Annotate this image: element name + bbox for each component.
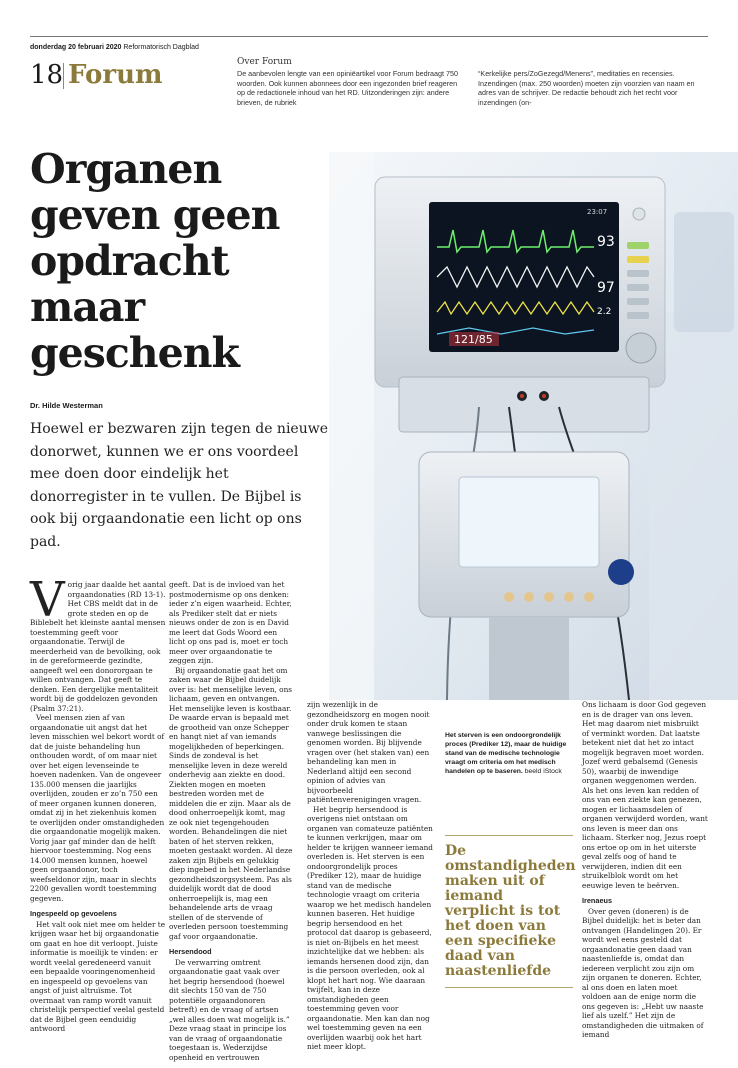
article-intro: Hoewel er bezwaren zijn tegen de nieuwe donorwet, kunnen we er ons voordeel mee doen door eindelijk het donorregister in te vullen. De Bijbel is ook bij orgaandonatie een licht op ons pad. [30,421,328,550]
drop-cap: V [30,572,65,628]
issue-date: donderdag 20 februari 2020 [30,44,122,51]
medical-monitor-illustration [329,152,738,700]
photo-caption [445,731,573,776]
col2-paragraph-2: Bij orgaandonatie gaat het om zaken waar de Bijbel duidelijk over is: het menselijke leven, ons lichaam, geven en ontvangen. Het menselijke leven is kostbaar. De waarde ervan is bepaald met de grootheid van onze Schepper en hangt niet af van iemands mogelijkheden of beperkingen. Sinds de zondeval is het menselijke leven in deze wereld onderhevig aan ziekte en dood. Ziekten mogen en moeten bestreden worden met de middelen die er zijn. Maar als de dood onherroepelijk komt, mag ze ook niet tegengehouden worden. Behandelingen die niet baten of het sterven rekken, moeten gestaakt worden. Al deze zaken zijn Bijbels en gelukkig diep ingebed in het Nederlandse gezondheidszorgsysteem. Pas als duidelijk wordt dat de dood onherroepelijk is, mag een behandelende arts de vraag stellen of de stervende of overleden persoon toestemming gaf voor orgaandonatie. [169,665,293,941]
article-author: Dr. Hilde Westerman [30,401,103,410]
monitor-readout-2: 97 [597,280,615,296]
top-rule [30,36,708,37]
over-forum-text-1: De aanbevolen lengte van een opiniëartikel voor Forum bedraagt 750 woorden. Ook kunnen abonnees door een ingezonden brief reageren op de redactionele inhoud van het RD. Uitzonderingen zijn: andere brieven, de rubriek [237,69,458,107]
caption-text: Het sterven is een ondoorgrondelijk proces (Prediker 12), maar de huidige stand van de medische technologie vraagt om criteria om het medisch handelen op te baseren. [445,732,567,775]
dateline [30,44,199,51]
over-forum-text-2: “Kerkelijke pers/ZoGezegd/Menens”, meditaties en recensies. Inzendingen (max. 250 woorden) moeten zijn voorzien van naam en adres van de schrijver. De redactie behoudt zich het recht voor inzendingen (on- [478,69,695,107]
paper-name: Reformatorisch Dagblad [123,44,199,51]
monitor-readout-1: 93 [597,234,615,250]
article-photo [329,152,738,700]
subheading-irenaeus: Irenaeus [582,896,613,905]
col4-paragraph-2: Over geven (doneren) is de Bijbel duidelijk: het is beter dan ontvangen (Handelingen 20). Er wordt wel eens gesteld dat orgaandonatie geen daad van naastenliefde is, omdat dan iedereen verplicht zou zijn om zijn organen te doneren. Echter, al ons doen en laten moet voldoen aan de enige norm die ons gegeven is: „Hebt uw naaste lief als uzelf.” Het zijn de omstandigheden die uitmaken of iemand [582,906,704,1039]
subheading-hersendood: Hersendood [169,947,212,956]
monitor-bp-readout: 121/85 [454,333,493,346]
col3-paragraph-2: Het begrip hersendood is overigens niet ontstaan om organen van comateuze patiënten te kunnen verkrijgen, maar om helder te krijgen wanneer iemand overleden is. Het sterven is een ondoorgrondelijk proces (Prediker 12), maar de huidige stand van de medische technologie vraagt om criteria waarop we het medisch handelen kunnen baseren. Het huidige begrip hersendood en het protocol dat daarop is gebaseerd, is niet on-Bijbels en het meest inzichtelijke dat we hebben: als iemands hersenen dood zijn, dan is die persoon overleden, ook al klopt het hart nog. Wie daaraan twijfelt, kan in deze omstandigheden geen toestemming geven voor orgaandonatie. Men kan dan nog wel toestemming geven na een overlijden waarbij ook het hart niet meer klopt. [307,804,433,1051]
over-forum-title: Over Forum [237,57,292,67]
subheading-gevoelens: Ingespeeld op gevoelens [30,909,117,918]
photo-credit: beeld iStock [524,768,562,775]
section-title: Forum [68,60,163,90]
col1-paragraph-2: Veel mensen zien af van orgaandonatie uit angst dat het leven misschien wel bekort wordt of dat de juiste behandeling hun onthouden wordt, of om maar niet over het eigen levenseinde te hoeven nadenken. Van de ongeveer 135.000 mensen die jaarlijks overlijden, zouden er zo’n 750 een of meer organen kunnen doneren, omdat zij in het ziekenhuis komen te overlijden onder omstandigheden die orgaandonatie mogelijk maken. Vorig jaar gaf minder dan de helft hiervoor toestemming. Nog eens 14.000 mensen kunnen, hoewel geen orgaandonor, toch weefseldonor zijn, maar in slechts 2200 gevallen wordt toestemming gegeven. [30,713,165,903]
col2-paragraph-3: De verwarring omtrent orgaandonatie gaat vaak over het begrip hersendood (hoewel dit slechts 150 van de 750 potentiële orgaandonoren betreft) en de vraag of artsen „wel alles doen wat mogelijk is.” Deze vraag staat in principe los van de vraag of orgaandonatie toegestaan is. Wederzijdse openheid en vertrouwen [169,957,290,1062]
col2-paragraph-1: geeft. Dat is de invloed van het postmodernisme op ons denken: ieder z’n eigen waarheid. Echter, als Prediker stelt dat er niets nieuws onder de zon is en David me leert dat Gods Woord een licht op ons pad is, moet er toch meer over orgaandonatie te zeggen zijn. [169,580,292,665]
page-number-divider [63,63,64,89]
monitor-readout-3: 2.2 [597,307,612,317]
page-number: 18 [30,60,64,90]
col4-paragraph-1: Ons lichaam is door God gegeven en is de drager van ons leven. Het mag daarom niet misbruikt of verminkt worden. Dat laatste betekent niet dat het zo intact mogelijk begraven moet worden. Jozef werd gebalsemd (Genesis 50), waarbij de inwendige organen weggenomen werden. Als het ons leven kan redden of ons van een ziekte kan genezen, mogen er lichaamsdelen of organen verwijderd worden, want ons leven is meer dan ons lichaam. Sterker nog, Jezus roept ons ertoe op om in het uiterste geval zelfs oog of hand te verwijderen, indien dit een struikelblok wordt om het eeuwige leven te beërven. [582,700,708,890]
article-column-4 [582,700,708,1060]
article-column-1 [30,572,166,1060]
article-column-3 [307,700,433,1060]
article-headline: Organen geven geen opdracht maar geschenk [30,145,280,377]
pull-quote: De omstandigheden maken uit of iemand verplicht is tot het doen van een specifieke daad van naastenliefde [445,835,573,988]
col1-paragraph-3: Het valt ook niet mee om helder te krijgen waar het bij orgaandonatie om gaat en hoe dit verloopt. Juiste informatie is moeilijk te vinden: er wordt veelal geredeneerd vanuit een bepaalde vooringenomenheid en ingespeeld op gevoelens van angst of juist altruïsme. Tot overmaat van ramp wordt vanuit christelijk perspectief veelal gesteld dat de Bijbel geen eenduidig antwoord [30,919,166,1033]
article-column-2 [169,580,293,1060]
monitor-time-readout: 23:07 [587,208,608,216]
col3-paragraph-1: zijn wezenlijk in de gezondheidszorg en mogen nooit onder druk komen te staan vanwege beslissingen die genomen worden. Bij blijvende vragen over (het staken van) een behandeling kan men in Nederland altijd een second opinion of advies van bijvoorbeeld patiëntenverenigingen vragen. [307,700,430,804]
col1-paragraph-1: orig jaar daalde het aantal orgaandonaties (RD 13-1). Het CBS meldt dat in de grote steden en op de Biblebelt het kleinste aantal mensen toestemming geeft voor orgaandonatie. Terwijl de meerderheid van de bevolking, ook in de gereformeerde gezindte, aangeeft wel een donororgaan te willen ontvangen. Dat geeft te denken. Een dergelijke mentaliteit wordt bij de goddelozen gevonden (Psalm 37:21). [30,580,166,713]
